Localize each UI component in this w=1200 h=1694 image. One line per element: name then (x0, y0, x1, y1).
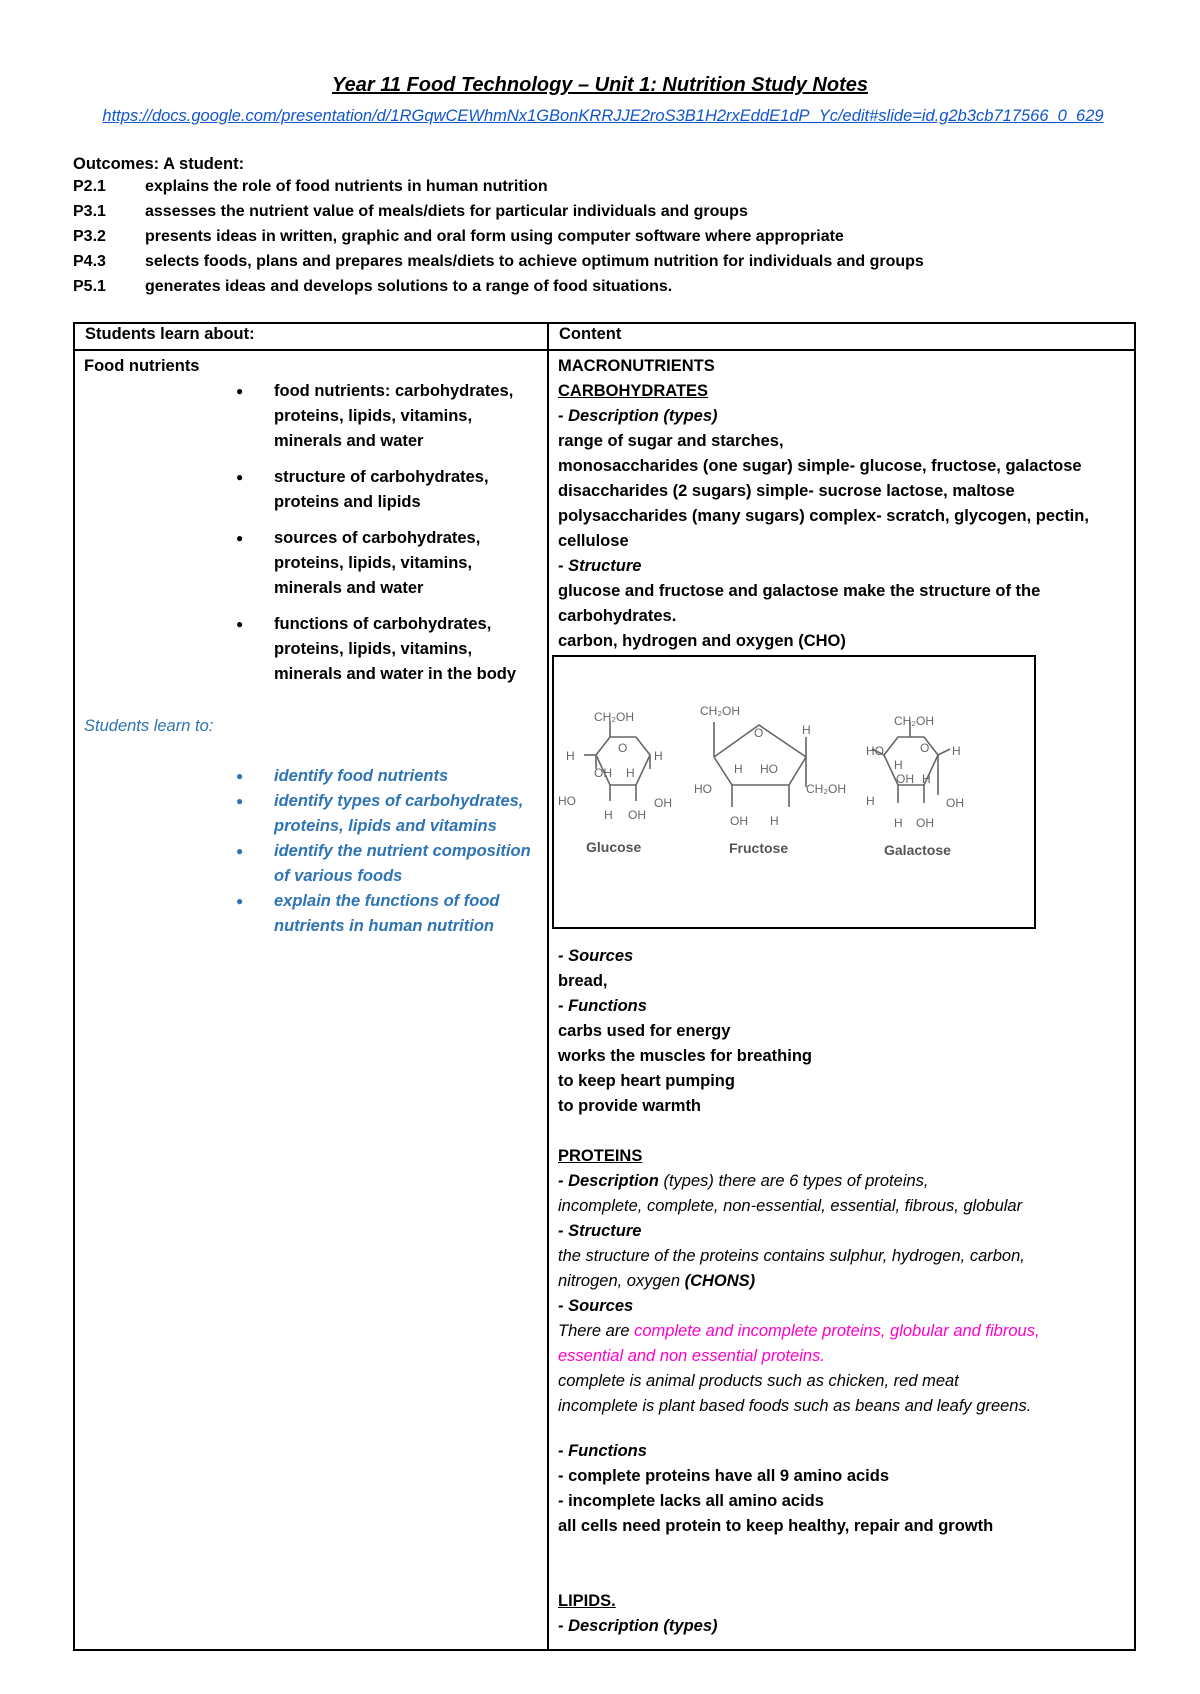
carbohydrates-heading: CARBOHYDRATES (558, 382, 709, 400)
outcome-text: generates ideas and develops solutions to a range of food situations. (145, 278, 673, 295)
proteins-sources-highlight: essential and non essential proteins. (558, 1347, 825, 1365)
glucose-oh-label: OH (654, 796, 672, 810)
page-title: Year 11 Food Technology – Unit 1: Nutrition Study Notes (332, 74, 868, 96)
carbs-sources-label: - Sources (558, 947, 634, 965)
proteins-functions-label: - Functions (558, 1442, 647, 1460)
carbs-functions-line: to provide warmth (558, 1097, 702, 1115)
fructose-caption: Fructose (729, 840, 789, 856)
proteins-structure-text: nitrogen, oxygen (558, 1272, 685, 1290)
proteins-sources-line (558, 1319, 1128, 1344)
glucose-o-label: O (618, 741, 628, 755)
galactose-h-label: H (922, 772, 931, 786)
outcome-item (73, 203, 748, 221)
outcome-code: P3.2 (73, 228, 106, 245)
proteins-sources-highlight: complete and incomplete proteins, globular and fibrous, (634, 1322, 1040, 1340)
fructose-oh-label: OH (730, 814, 748, 828)
outcome-item (73, 278, 672, 296)
outcome-text: presents ideas in written, graphic and oral form using computer software where appropriate (145, 228, 844, 245)
list-item: ● food nutrients: carbohydrates, proteins, lipids, vitamins, minerals and water (84, 379, 534, 454)
fructose-ho-label: HO (694, 782, 712, 796)
fructose-h-label: H (734, 762, 743, 776)
proteins-structure-line: the structure of the proteins contains sulphur, hydrogen, carbon, (558, 1247, 1025, 1265)
fructose-o-label: O (754, 726, 764, 740)
proteins-sources-line: complete is animal products such as chicken, red meat (558, 1372, 959, 1390)
table-body-row (74, 350, 1135, 1650)
galactose-o-label: O (920, 741, 930, 755)
carbs-description-label: - Description (types) (558, 407, 718, 425)
proteins-heading: PROTEINS (558, 1147, 643, 1165)
outcome-code: P4.3 (73, 253, 106, 270)
carbs-functions-line: carbs used for energy (558, 1022, 731, 1040)
proteins-sources-label: - Sources (558, 1297, 634, 1315)
outcome-item (73, 178, 548, 196)
learn-to-heading: Students learn to: (84, 717, 214, 735)
carbs-structure-line: carbohydrates. (558, 607, 677, 625)
table-header-row (74, 323, 1135, 350)
learn-about-list (84, 379, 541, 687)
outcome-item (73, 228, 844, 246)
proteins-description-text: (types) there are 6 types of proteins, (658, 1172, 929, 1190)
fructose-h-label: H (802, 723, 811, 737)
sugar-diagram-svg (554, 657, 1034, 927)
galactose-oh-label: OH (896, 772, 914, 786)
lipids-description-label: - Description (types) (558, 1617, 718, 1635)
carbs-sources-line: bread, (558, 972, 608, 990)
fructose-ho-label: HO (760, 762, 778, 776)
list-item: ● sources of carbohydrates, proteins, lipids, vitamins, minerals and water (84, 526, 534, 601)
macronutrients-heading: MACRONUTRIENTS (558, 357, 715, 375)
glucose-structure (558, 710, 672, 855)
carbs-description-line: monosaccharides (one sugar) simple- glucose, fructose, galactose (558, 457, 1082, 475)
proteins-sources-line: incomplete is plant based foods such as beans and leafy greens. (558, 1397, 1032, 1415)
glucose-oh-label: OH (594, 766, 612, 780)
carbs-structure-label: - Structure (558, 557, 642, 575)
learn-about-cell (74, 350, 548, 1650)
carbs-functions-line: to keep heart pumping (558, 1072, 735, 1090)
outcome-item (73, 253, 924, 271)
carbs-structure-line: carbon, hydrogen and oxygen (CHO) (558, 632, 846, 650)
carbs-description-line: cellulose (558, 532, 629, 550)
galactose-h-label: H (894, 758, 903, 772)
proteins-description-line: incomplete, complete, non-essential, essential, fibrous, globular (558, 1197, 1023, 1215)
content-cell (548, 350, 1135, 1650)
proteins-functions-line: all cells need protein to keep healthy, repair and growth (558, 1517, 994, 1535)
list-item: ● identify the nutrient composition of various foods (84, 839, 534, 889)
fructose-structure (694, 704, 846, 856)
outcome-text: explains the role of food nutrients in human nutrition (145, 178, 548, 195)
proteins-description-label: - Description (558, 1172, 659, 1190)
outcome-text: assesses the nutrient value of meals/diets for particular individuals and groups (145, 203, 748, 220)
topic-heading: Food nutrients (84, 357, 200, 375)
list-item: ● explain the functions of food nutrients in human nutrition (84, 889, 534, 939)
list-item: ● identify types of carbohydrates, proteins, lipids and vitamins (84, 789, 534, 839)
lipids-heading: LIPIDS. (558, 1592, 616, 1610)
carbs-functions-label: - Functions (558, 997, 647, 1015)
proteins-functions-line: - complete proteins have all 9 amino acids (558, 1467, 890, 1485)
glucose-h-label: H (566, 749, 575, 763)
list-item: ● structure of carbohydrates, proteins and lipids (84, 465, 534, 515)
proteins-sources-prefix: There are (558, 1322, 635, 1340)
carbs-structure-line: glucose and fructose and galactose make the structure of the (558, 582, 1041, 600)
galactose-oh-label: OH (946, 796, 964, 810)
column-header-content: Content (548, 323, 1135, 350)
glucose-caption: Glucose (586, 839, 642, 855)
galactose-oh-label: OH (916, 816, 934, 830)
carbs-description-line: polysaccharides (many sugars) complex- scratch, glycogen, pectin, (558, 507, 1089, 525)
glucose-h-label: H (604, 808, 613, 822)
learn-to-list (84, 764, 541, 939)
carbs-functions-line: works the muscles for breathing (558, 1047, 812, 1065)
list-item: ● identify food nutrients (84, 764, 534, 789)
fructose-h-label: H (770, 814, 779, 828)
galactose-structure (866, 714, 964, 858)
syllabus-table (73, 322, 1136, 1651)
galactose-ch2oh-label: CH₂OH (894, 714, 934, 728)
glucose-ch2oh-label: CH₂OH (594, 710, 634, 724)
proteins-structure-label: - Structure (558, 1222, 642, 1240)
galactose-caption: Galactose (884, 842, 951, 858)
outcome-text: selects foods, plans and prepares meals/diets to achieve optimum nutrition for individuals and groups (145, 253, 924, 270)
monosaccharide-structure-diagram (552, 655, 1036, 929)
outcomes-heading: Outcomes: A student: (73, 155, 245, 173)
column-header-learn-about: Students learn about: (74, 323, 548, 350)
carbs-description-line: range of sugar and starches, (558, 432, 784, 450)
fructose-ch2oh-label: CH₂OH (806, 782, 846, 796)
galactose-ho-label: HO (866, 744, 884, 758)
outcome-code: P2.1 (73, 178, 106, 195)
chons-label: (CHONS) (684, 1272, 756, 1290)
galactose-h-label: H (952, 744, 961, 758)
carbs-description-line: disaccharides (2 sugars) simple- sucrose lactose, maltose (558, 482, 1015, 500)
fructose-ch2oh-label: CH₂OH (700, 704, 740, 718)
outcome-code: P5.1 (73, 278, 106, 295)
glucose-oh-label: OH (628, 808, 646, 822)
glucose-h-label: H (654, 749, 663, 763)
glucose-ho-label: HO (558, 794, 576, 808)
glucose-h-label: H (626, 766, 635, 780)
galactose-h-label: H (866, 794, 875, 808)
proteins-functions-line: - incomplete lacks all amino acids (558, 1492, 824, 1510)
presentation-link[interactable]: https://docs.google.com/presentation/d/1RGqwCEWhmNx1GBonKRRJJE2roS3B1H2rxEddE1dP_Yc/edit#slide=id.g2b3cb717566_0_629 (102, 107, 1104, 125)
list-item: ● functions of carbohydrates, proteins, lipids, vitamins, minerals and water in the body (84, 612, 534, 687)
proteins-description (558, 1169, 1128, 1194)
proteins-structure-line (558, 1269, 1128, 1294)
galactose-h-label: H (894, 816, 903, 830)
outcome-code: P3.1 (73, 203, 106, 220)
